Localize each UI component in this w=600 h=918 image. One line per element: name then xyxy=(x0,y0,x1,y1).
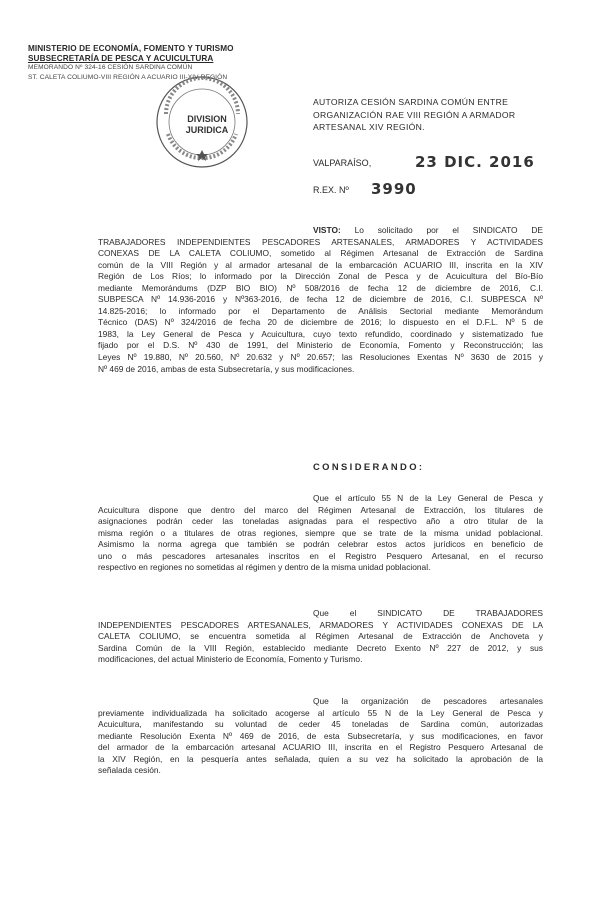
visto-line: Leyes Nº 19.880, Nº 20.560, Nº 20.632 y Nº 20.657; las Resoluciones Exentas Nº 3630 de 2015 y xyxy=(98,352,543,363)
visto-line: TRABAJADORES INDEPENDIENTES PESCADORES ARTESANALES, ARMADORES Y ACTIVIDADES xyxy=(98,236,543,247)
considerando-line: Que la organización de pescadores artesanales xyxy=(313,696,543,706)
considerando-line: la XIV Región, en la pesquería antes señalada, quien a su vez ha solicitado la aprobación de la xyxy=(98,753,543,764)
visto-line: CONEXAS DE LA CALETA COLIUMO, sometido al Régimen Artesanal de Extracción de Sardina xyxy=(98,248,543,259)
considerando-heading: CONSIDERANDO: xyxy=(313,461,425,472)
considerando-line: señalada cesión. xyxy=(98,765,161,776)
resolution-number-row xyxy=(313,180,417,198)
memo-reference: MEMORANDO Nº 324-16 CESIÓN SARDINA COMÚN xyxy=(28,64,193,72)
subject-line: ARTESANAL XIV REGIÓN. xyxy=(313,122,425,133)
resolution-number-label: R.EX. Nº xyxy=(313,185,349,195)
considerando-line: asignaciones podrán ceder las toneladas asignadas para el respectivo año a otro titular de la xyxy=(98,516,543,527)
considerando-line: CALETA COLIUMO, se encuentra sometida al Régimen Artesanal de Extracción de Anchoveta y xyxy=(98,631,543,642)
visto-line: Nº 469 de 2016, ambas de esta Subsecretaría, y sus modificaciones. xyxy=(98,363,355,374)
considerando-line: misma región o a titulares de otras regiones, siempre que se trate de la misma unidad poblacional. xyxy=(98,527,543,538)
visto-line: mediante Memorándums (DZP BIO BIO) Nº 508/2016 de fecha 12 de diciembre de 2016, C.I. xyxy=(98,282,543,293)
subsecretariat-name: SUBSECRETARÍA DE PESCA Y ACUICULTURA xyxy=(28,53,214,63)
considerando-line: uno o más pescadores artesanales inscritos en el Registro Pesquero Artesanal, en el recurso xyxy=(98,550,543,561)
subject-line: AUTORIZA CESIÓN SARDINA COMÚN ENTRE xyxy=(313,97,509,107)
visto-line: Región de Los Ríos; lo informado por la Dirección Zonal de Pesca y de Acuicultura del Bío-Bío xyxy=(98,271,543,282)
considerando-line: Acuicultura dispone que dentro del marco del Régimen Artesanal de Extracción, los titulares de xyxy=(98,504,543,515)
visto-paragraph xyxy=(98,225,543,375)
considerando-line: previamente individualizada ha solicitado acogerse al artículo 55 N de la Ley General de Pesca y xyxy=(98,707,543,718)
date-label: VALPARAÍSO, xyxy=(313,158,372,168)
visto-first-line xyxy=(98,225,543,237)
considerando-paragraph-3 xyxy=(98,696,543,777)
seal-label-juridica: JURIDICA xyxy=(185,125,229,135)
visto-line: SUBPESCA Nº 14.936-2016 y Nº363-2016, de fecha 12 de diciembre de 2016, C.I. SUBPESCA Nº xyxy=(98,294,543,305)
seal-label xyxy=(182,114,232,136)
considerando-paragraph-2 xyxy=(98,608,543,666)
considerando-line: INDEPENDIENTES PESCADORES ARTESANALES, ARMADORES Y ACTIVIDADES CONEXAS DE LA xyxy=(98,619,543,630)
considerando-line: Acuicultura, manifestando su voluntad de ceder 45 toneladas de Sardina común, autorizadas xyxy=(98,719,543,730)
considerando-line: Que el artículo 55 N de la Ley General de Pesca y xyxy=(313,493,543,503)
resolution-number: 3990 xyxy=(371,180,417,198)
date-stamp: 23 DIC. 2016 xyxy=(415,153,535,171)
visto-label: VISTO: xyxy=(313,225,341,235)
date-row xyxy=(313,153,535,171)
visto-line: fijado por el D.S. Nº 430 de 1991, del Ministerio de Economía, Fomento y Reconstrucción; las xyxy=(98,340,543,351)
considerando-line: Que el SINDICATO DE TRABAJADORES xyxy=(313,608,543,618)
ministry-name: MINISTERIO DE ECONOMÍA, FOMENTO Y TURISMO xyxy=(28,44,234,53)
considerando-paragraph-1 xyxy=(98,493,543,574)
seal-label-division: DIVISION xyxy=(187,114,227,124)
visto-line: 14.825-2016; lo informado por el Departamento de Análisis Sectorial mediante Memorándum xyxy=(98,305,543,316)
considerando-line: del armador de la embarcación artesanal ACUARIO III, inscrita en el Registro Pesquero Artesanal de xyxy=(98,742,543,753)
subject-line: ORGANIZACIÓN RAE VIII REGIÓN A ARMADOR xyxy=(313,109,516,120)
visto-line: Lo solicitado por el SINDICATO DE xyxy=(354,225,544,235)
visto-line: 1983, la Ley General de Pesca y Acuicultura, cuyo texto refundido, coordinado y sistematizado fue xyxy=(98,328,543,339)
visto-line: común de la VIII Región y al armador artesanal de la embarcación ACUARIO III, inscrita en la XIV xyxy=(98,259,543,270)
considerando-line: respectivo en regiones no sometidas al régimen y dentro de la misma unidad poblacional. xyxy=(98,562,431,573)
visto-line: Técnico (DAS) Nº 324/2016 de fecha 20 de diciembre de 2016; lo dispuesto en el D.F.L. Nº 5 de xyxy=(98,317,543,328)
considerando-line: Asimismo la norma agrega que también se podrán celebrar estos actos jurídicos en beneficio de xyxy=(98,539,543,550)
considerando-line: Sardina Común de la VIII Región, establecido mediante Decreto Exento Nº 227 de 2012, y sus xyxy=(98,642,543,653)
considerando-line: modificaciones, del actual Ministerio de Economía, Fomento y Turismo. xyxy=(98,654,363,665)
considerando-line: mediante Resolución Exenta Nº 469 de 2016, de esta Subsecretaría, y sus modificaciones, en favor xyxy=(98,730,543,741)
memo-subject-reference: ST. CALETA COLIUMO-VIII REGIÓN A ACUARIO III-XIV REGIÓN xyxy=(28,73,228,81)
resolution-subject xyxy=(313,96,558,134)
